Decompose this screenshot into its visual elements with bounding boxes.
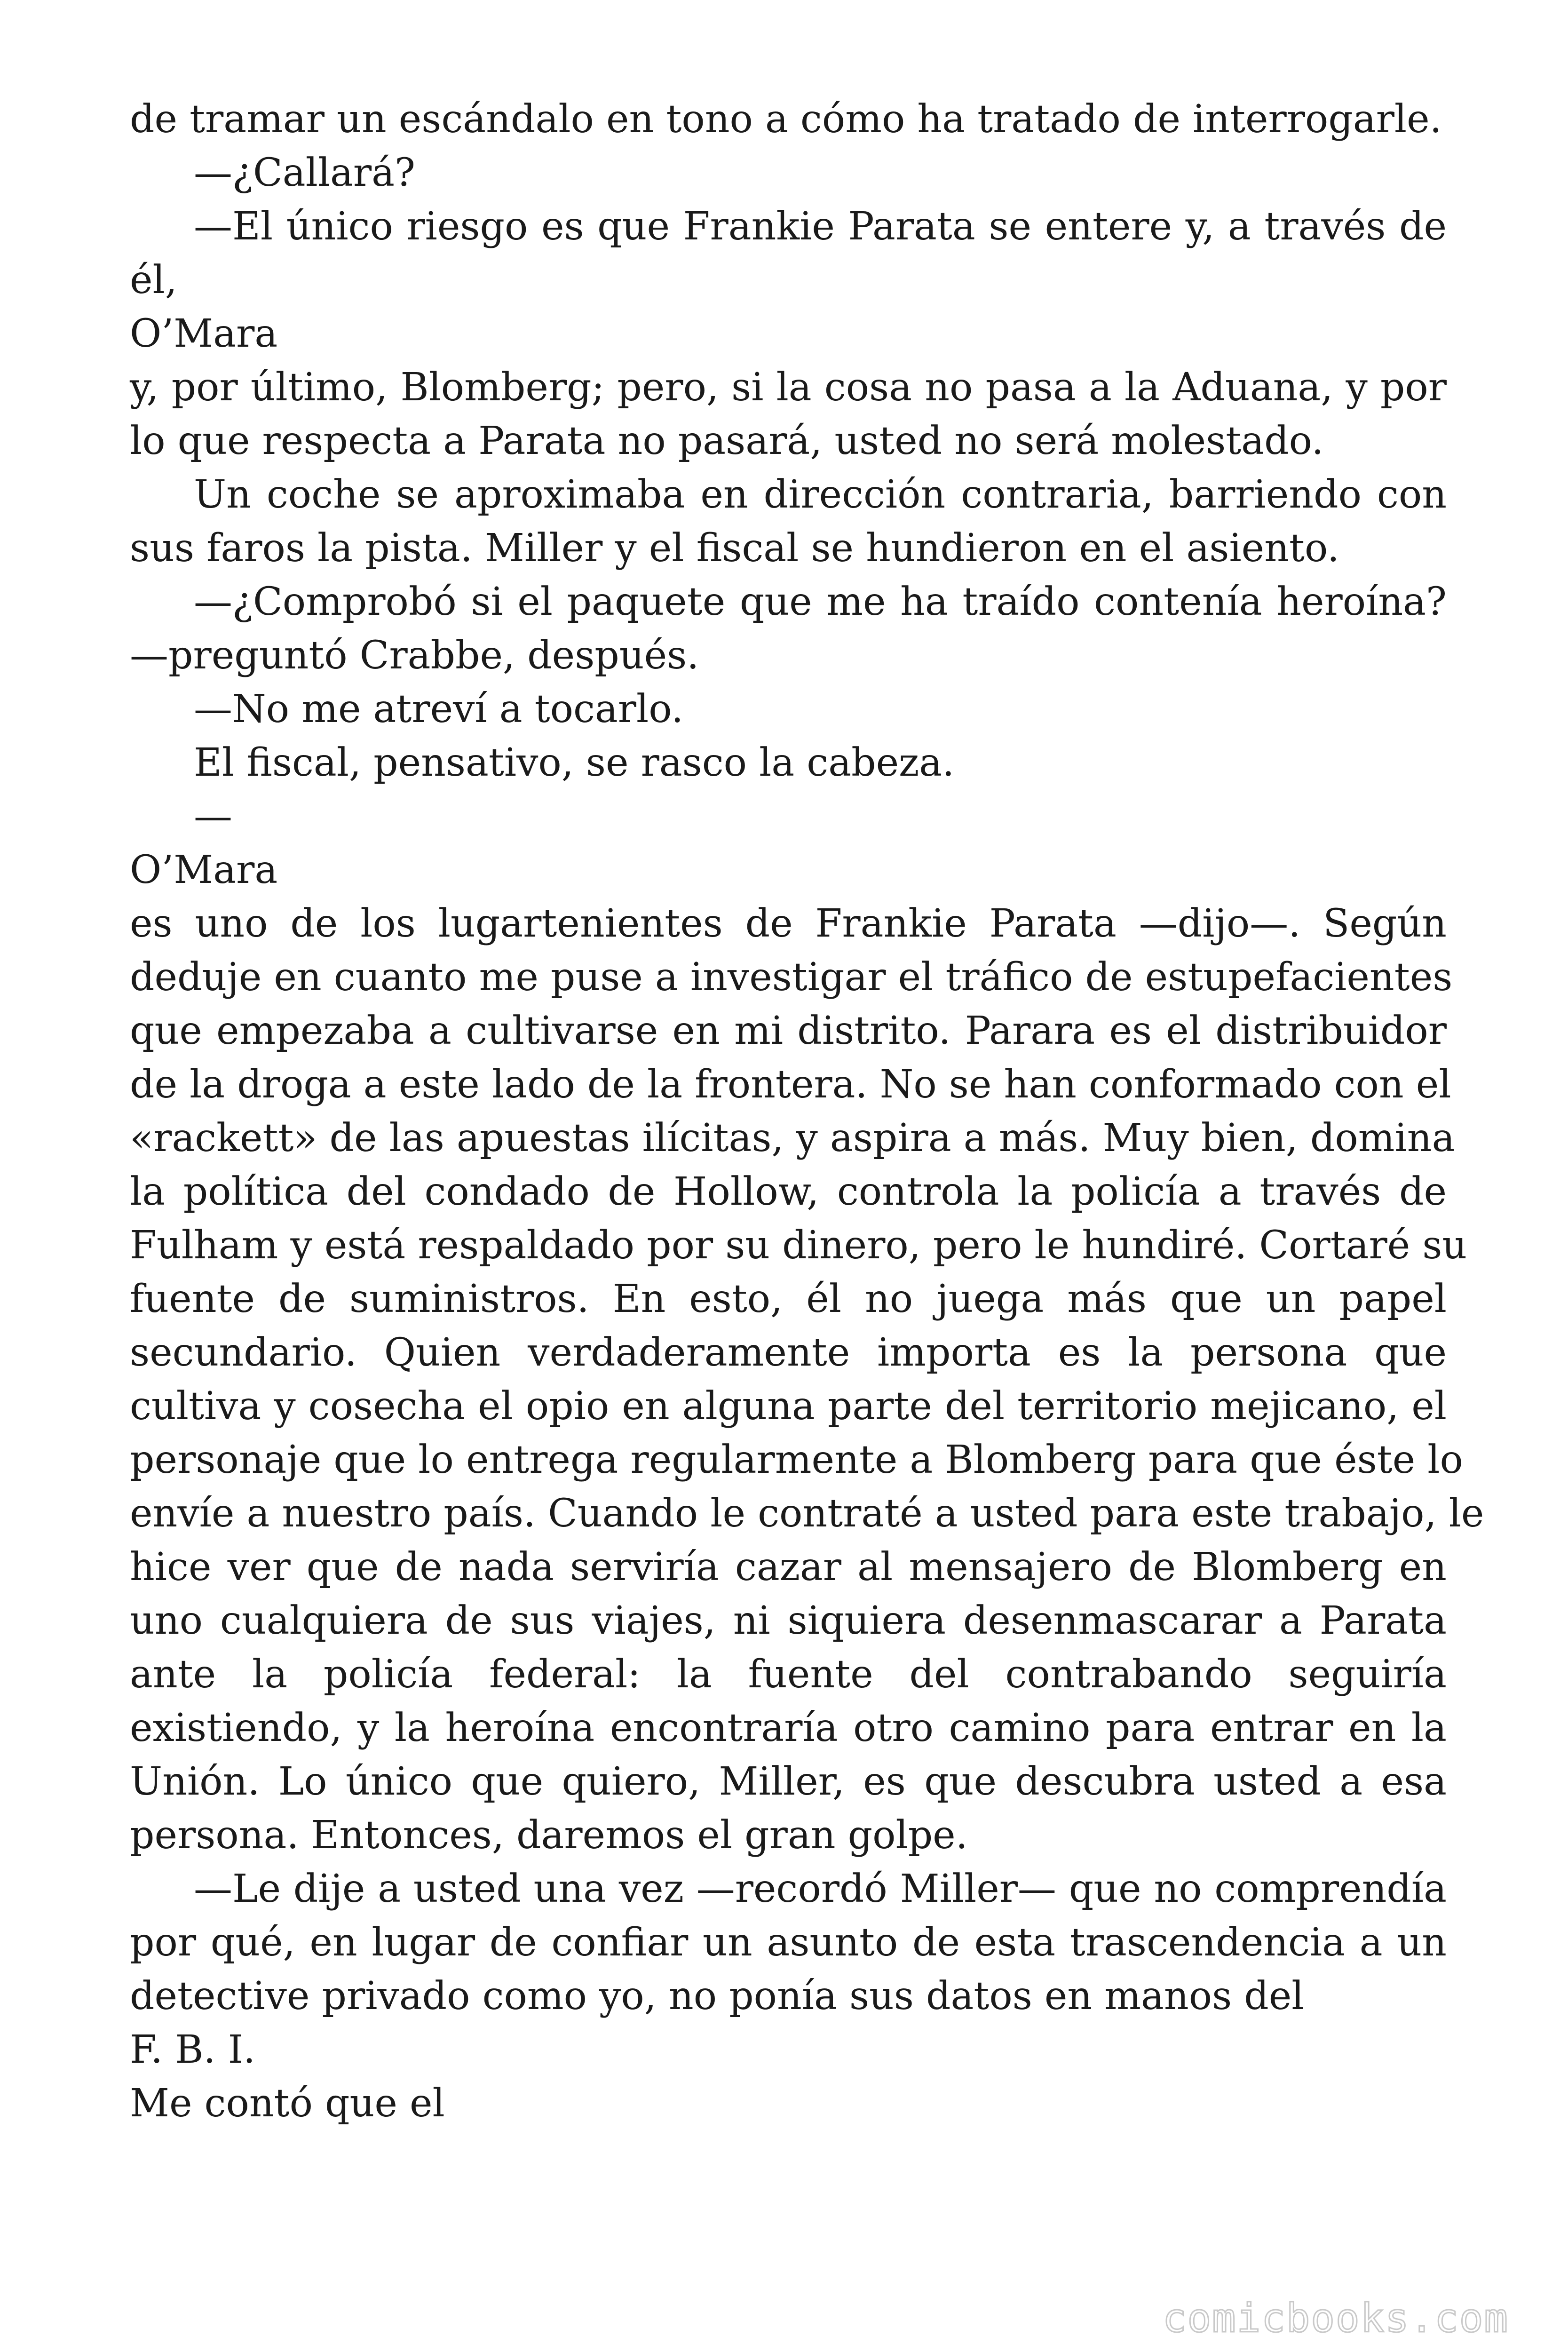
text-line: es uno de los lugartenientes de Frankie Parata —dijo—. Según <box>130 901 1447 946</box>
text-line: por qué, en lugar de confiar un asunto de esta trascendencia a un <box>130 1920 1447 1965</box>
text-line: que empezaba a cultivarse en mi distrito. Parara es el distribuidor <box>130 1009 1447 1053</box>
text-line: —¿Comprobó si el paquete que me ha traído contenía heroína? <box>194 580 1447 624</box>
text-line: F. B. I. <box>130 2027 256 2072</box>
text-line: ante la policía federal: la fuente del contrabando seguiría <box>130 1652 1447 1697</box>
text-line: sus faros la pista. Miller y el fiscal se hundieron en el asiento. <box>130 526 1339 571</box>
text-line: Unión. Lo único que quiero, Miller, es que descubra usted a esa <box>130 1759 1447 1804</box>
text-line: —preguntó Crabbe, después. <box>130 633 699 678</box>
text-line: fuente de suministros. En esto, él no juega más que un papel <box>130 1277 1447 1321</box>
text-line: la política del condado de Hollow, controla la policía a través de <box>130 1169 1447 1214</box>
text-line: y, por último, Blomberg; pero, si la cosa no pasa a la Aduana, y por <box>130 365 1447 410</box>
text-line: uno cualquiera de sus viajes, ni siquiera desenmascarar a Parata <box>130 1598 1447 1643</box>
text-line: de tramar un escándalo en tono a cómo ha tratado de interrogarle. <box>130 97 1442 142</box>
text-line: Fulham y está respaldado por su dinero, pero le hundiré. Cortaré su <box>130 1223 1467 1268</box>
text-line: cultiva y cosecha el opio en alguna parte del territorio mejicano, el <box>130 1384 1447 1429</box>
text-line: — <box>194 794 232 839</box>
text-line: existiendo, y la heroína encontraría otro camino para entrar en la <box>130 1706 1447 1750</box>
text-line: él, <box>130 258 177 302</box>
text-line: El fiscal, pensativo, se rasco la cabeza. <box>194 740 955 785</box>
text-line: hice ver que de nada serviría cazar al mensajero de Blomberg en <box>130 1545 1447 1589</box>
book-page <box>130 0 1484 2352</box>
text-line: de la droga a este lado de la frontera. No se han conformado con el <box>130 1062 1451 1107</box>
text-line: secundario. Quien verdaderamente importa es la persona que <box>130 1330 1447 1375</box>
text-line: lo que respecta a Parata no pasará, usted no será molestado. <box>130 419 1324 463</box>
text-line: «rackett» de las apuestas ilícitas, y aspira a más. Muy bien, domina <box>130 1116 1455 1160</box>
text-line: detective privado como yo, no ponía sus datos en manos del <box>130 1974 1304 2018</box>
text-line: O’Mara <box>130 848 278 892</box>
text-line: personaje que lo entrega regularmente a Blomberg para que éste lo <box>130 1438 1463 1482</box>
text-line: envíe a nuestro país. Cuando le contraté a usted para este trabajo, le <box>130 1491 1484 1536</box>
text-line: —Le dije a usted una vez —recordó Miller— que no comprendía <box>194 1867 1447 1911</box>
text-line: Un coche se aproximaba en dirección contraria, barriendo con <box>194 472 1447 517</box>
text-line: —No me atreví a tocarlo. <box>194 687 684 731</box>
text-line: —El único riesgo es que Frankie Parata se entere y, a través de <box>194 204 1447 249</box>
watermark: comicbooks.com <box>1163 2295 1509 2341</box>
text-line: persona. Entonces, daremos el gran golpe. <box>130 1813 968 1858</box>
text-line: deduje en cuanto me puse a investigar el tráfico de estupefacientes <box>130 955 1453 1000</box>
text-line: —¿Callará? <box>194 151 415 195</box>
text-line: Me contó que el <box>130 2081 445 2126</box>
text-line: O’Mara <box>130 311 278 356</box>
